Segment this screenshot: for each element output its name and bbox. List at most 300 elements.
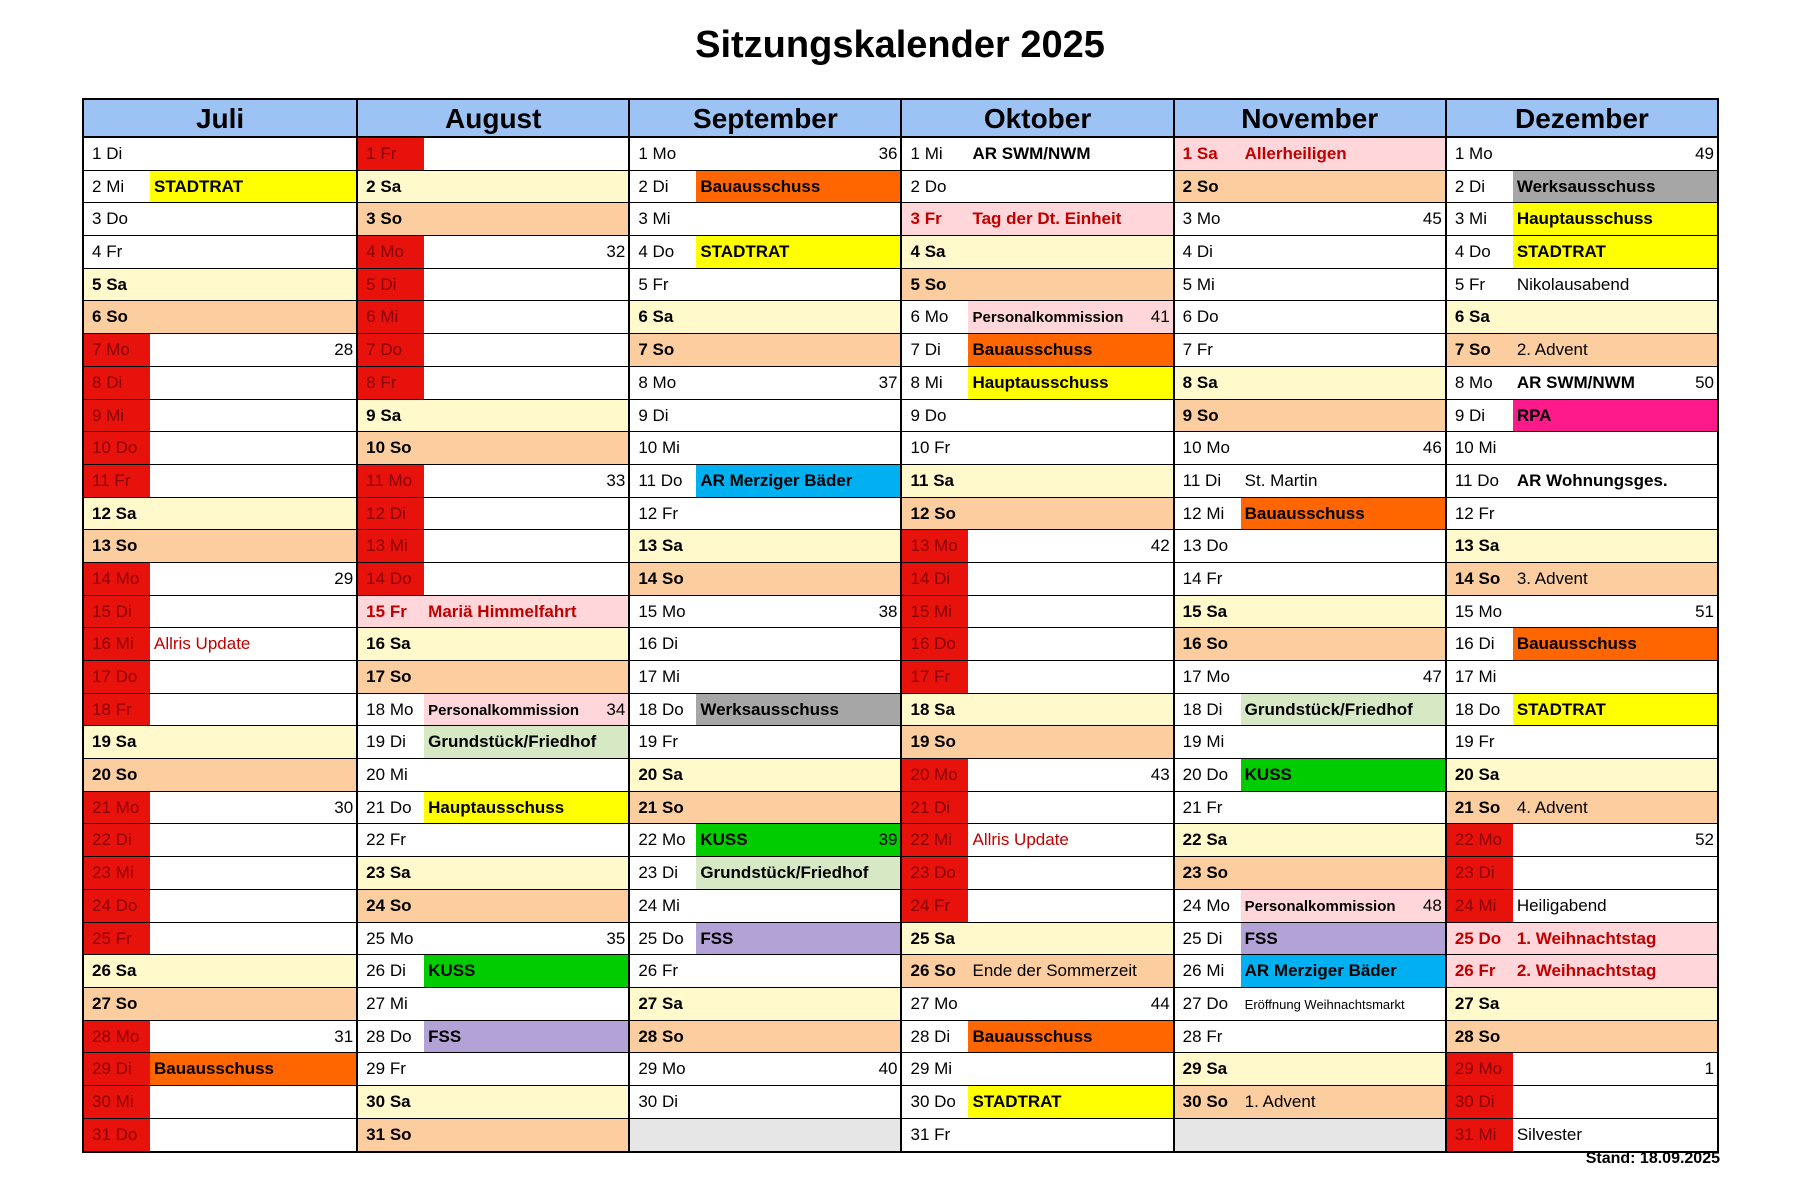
day-label: [84, 465, 150, 497]
weekday: Fr: [1206, 568, 1223, 588]
day-label: [358, 465, 424, 497]
day-row: [902, 792, 1172, 825]
day-number: 13: [1182, 536, 1202, 556]
day-number: 25: [1182, 928, 1202, 948]
event-cell: [696, 269, 900, 301]
day-number: 10: [92, 438, 111, 458]
day-label: [1175, 334, 1241, 366]
day-number: 18: [638, 699, 658, 719]
day-label: [902, 661, 968, 693]
day-label: [358, 694, 424, 726]
day-row: [630, 955, 900, 988]
weekday: Fr: [1196, 340, 1213, 360]
weekday: Di: [924, 340, 941, 360]
day-row: [358, 661, 628, 694]
day-label: [84, 498, 150, 530]
day-row: [630, 890, 900, 923]
event-cell: [968, 661, 1172, 693]
event-cell: [1241, 269, 1445, 301]
day-label: [1447, 432, 1513, 464]
event-cell: [424, 1086, 628, 1118]
event-label: Bauausschuss: [1244, 503, 1365, 523]
month-column: [628, 100, 900, 1151]
day-label: [630, 1053, 696, 1085]
event-cell: [150, 1086, 356, 1118]
day-label: [358, 400, 424, 432]
event-label: AR Wohnungsges.: [1516, 470, 1668, 490]
day-label: [630, 236, 696, 268]
day-row: [358, 301, 628, 334]
weekday: So: [652, 340, 675, 360]
event-cell: [1513, 1053, 1717, 1085]
day-label: [1447, 530, 1513, 562]
weekday: Di: [1478, 634, 1495, 654]
day-number: 13: [1454, 536, 1474, 556]
day-row: [1175, 203, 1445, 236]
weekday: Sa: [934, 699, 955, 719]
weekday: Do: [1206, 536, 1229, 556]
day-number: 14: [910, 568, 930, 588]
day-row: [1175, 563, 1445, 596]
day-number: 2: [910, 176, 920, 196]
event-cell: [696, 530, 900, 562]
day-label: [630, 171, 696, 203]
event-cell: [1241, 661, 1445, 693]
event-cell: [424, 759, 628, 791]
day-label: [358, 334, 424, 366]
day-number: 20: [366, 765, 386, 785]
event-cell: [968, 1021, 1172, 1053]
day-number: 28: [638, 1026, 658, 1046]
event-cell: [696, 694, 900, 726]
day-row: [630, 171, 900, 204]
day-number: 20: [638, 765, 658, 785]
event-cell: [1513, 432, 1717, 464]
weekday: Di: [934, 797, 951, 817]
weekday: Fr: [934, 1124, 951, 1144]
day-number: 19: [1454, 732, 1474, 752]
day-label: [84, 1053, 150, 1085]
day-row: [630, 857, 900, 890]
day-row: [1175, 334, 1445, 367]
day-row: [84, 498, 356, 531]
day-row: [1175, 890, 1445, 923]
day-label: [630, 694, 696, 726]
day-number: 29: [1182, 1059, 1202, 1079]
month-column: [84, 100, 356, 1151]
day-label: [1447, 1021, 1513, 1053]
event-cell: [150, 498, 356, 530]
day-number: 3: [910, 209, 920, 229]
event-label: KUSS: [700, 830, 748, 850]
day-number: 28: [910, 1026, 930, 1046]
day-label: [630, 726, 696, 758]
weekday: So: [924, 274, 947, 294]
day-number: 2: [92, 176, 102, 196]
event-cell: [968, 269, 1172, 301]
weekday: Mi: [389, 993, 408, 1013]
day-row: [84, 955, 356, 988]
event-cell: [1513, 923, 1717, 955]
day-row: [902, 432, 1172, 465]
day-label: [358, 857, 424, 889]
day-label: [1175, 301, 1241, 333]
week-number: 41: [1150, 307, 1170, 327]
weekday: Sa: [661, 993, 683, 1013]
event-cell: [1241, 759, 1445, 791]
day-number: 23: [910, 863, 930, 883]
weekday: Do: [380, 340, 403, 360]
day-row: [1447, 400, 1717, 433]
day-label: [358, 236, 424, 268]
week-number: 50: [1695, 372, 1714, 392]
day-row: [84, 1053, 356, 1086]
day-number: 23: [1454, 863, 1474, 883]
day-label: [1447, 628, 1513, 660]
event-cell: [1513, 1086, 1717, 1118]
weekday: Mo: [389, 699, 414, 719]
event-label: AR Merziger Bäder: [1244, 961, 1397, 981]
day-number: 22: [366, 830, 386, 850]
event-cell: [424, 367, 628, 399]
day-row: [358, 498, 628, 531]
day-number: 31: [92, 1124, 111, 1144]
day-label: [358, 596, 424, 628]
weekday: Mo: [924, 307, 949, 327]
event-cell: [696, 628, 900, 660]
day-label: [630, 530, 696, 562]
day-row: [1447, 1053, 1717, 1086]
event-label: Ende der Sommerzeit: [972, 961, 1137, 981]
day-row: [84, 628, 356, 661]
event-cell: [1241, 890, 1445, 922]
day-row: [630, 988, 900, 1021]
day-row: [1447, 563, 1717, 596]
event-cell: [1241, 988, 1445, 1020]
event-cell: [424, 824, 628, 856]
day-row: [902, 596, 1172, 629]
event-cell: [1241, 596, 1445, 628]
day-number: 15: [1454, 601, 1474, 621]
day-row: [84, 367, 356, 400]
event-cell: [424, 301, 628, 333]
event-cell: [424, 923, 628, 955]
day-label: [358, 367, 424, 399]
day-label: [630, 563, 696, 595]
day-number: 13: [910, 536, 930, 556]
week-number: 48: [1422, 895, 1442, 915]
week-number: 34: [606, 699, 626, 719]
event-cell: [150, 400, 356, 432]
day-number: 9: [1454, 405, 1465, 425]
event-cell: [968, 1053, 1172, 1085]
day-number: 18: [910, 699, 930, 719]
day-label: [1447, 955, 1513, 987]
day-label: [84, 236, 150, 268]
day-number: 15: [92, 601, 111, 621]
event-cell: [696, 824, 900, 856]
day-row: [358, 923, 628, 956]
event-cell: [696, 792, 900, 824]
day-row: [84, 203, 356, 236]
day-row: [630, 203, 900, 236]
weekday: Mo: [1206, 667, 1230, 686]
event-cell: [150, 301, 356, 333]
weekday: Fr: [1469, 274, 1486, 294]
day-label: [1175, 465, 1241, 497]
event-cell: [696, 857, 900, 889]
day-row: [902, 726, 1172, 759]
weekday: Sa: [1478, 993, 1500, 1013]
day-number: 15: [366, 601, 386, 621]
day-label: [630, 269, 696, 301]
day-label: [84, 301, 150, 333]
event-cell: [1513, 400, 1717, 432]
weekday: Mi: [1206, 961, 1225, 981]
day-number: 2: [638, 176, 648, 196]
event-cell: [696, 988, 900, 1020]
day-label: [902, 1053, 968, 1085]
day-label: [630, 890, 696, 922]
day-label: [1447, 498, 1513, 530]
event-cell: [1513, 1119, 1717, 1152]
event-cell: [1513, 759, 1717, 791]
event-cell: [1513, 726, 1717, 758]
weekday: Do: [106, 209, 128, 229]
day-row: [358, 1086, 628, 1119]
event-cell: [424, 596, 628, 628]
event-label: RPA: [1516, 405, 1552, 425]
day-label: [1175, 203, 1241, 235]
event-cell: [696, 890, 900, 922]
weekday: Di: [389, 732, 406, 752]
event-label: 2. Weihnachtstag: [1516, 961, 1657, 981]
weekday: Mi: [1206, 732, 1225, 752]
day-number: 11: [92, 470, 110, 490]
day-label: [630, 334, 696, 366]
day-row: [1175, 269, 1445, 302]
day-number: 6: [638, 307, 648, 327]
day-row: [84, 465, 356, 498]
weekday: Do: [389, 797, 412, 817]
day-row: [902, 367, 1172, 400]
event-cell: [1241, 1053, 1445, 1085]
day-label: [902, 824, 968, 856]
day-row: [902, 628, 1172, 661]
day-label: [1447, 759, 1513, 791]
day-number: 30: [92, 1091, 111, 1111]
day-number: 24: [910, 895, 930, 915]
day-row: [1447, 923, 1717, 956]
event-label: Allris Update: [154, 634, 251, 654]
event-cell: [1241, 400, 1445, 432]
day-number: 17: [638, 667, 658, 686]
event-cell: [150, 857, 356, 889]
day-label: [1447, 726, 1513, 758]
weekday: Mo: [1469, 372, 1493, 392]
day-label: [1447, 596, 1513, 628]
event-cell: [1513, 694, 1717, 726]
event-cell: [424, 857, 628, 889]
day-number: 1: [1454, 144, 1465, 163]
day-label: [1447, 138, 1513, 170]
day-label: [1175, 857, 1241, 889]
day-row: [1175, 498, 1445, 531]
weekday: Mo: [1478, 1059, 1503, 1079]
week-number: 28: [334, 340, 354, 360]
weekday: Di: [661, 863, 679, 883]
event-cell: [968, 694, 1172, 726]
day-row: [84, 236, 356, 269]
day-number: 3: [1182, 209, 1193, 229]
weekday: Sa: [1206, 601, 1228, 621]
weekday: Fr: [106, 242, 123, 262]
day-number: 4: [366, 242, 376, 262]
day-number: 12: [366, 503, 386, 523]
week-number: 44: [1150, 993, 1170, 1013]
event-label: 1. Weihnachtstag: [1516, 928, 1657, 948]
event-cell: [1241, 857, 1445, 889]
event-cell: [1513, 890, 1717, 922]
weekday: So: [389, 895, 412, 915]
day-number: 17: [910, 667, 930, 686]
day-number: 14: [92, 568, 111, 588]
event-cell: [696, 498, 900, 530]
day-label: [84, 334, 150, 366]
day-row: [630, 1021, 900, 1054]
month-header: Dezember: [1447, 100, 1717, 138]
event-cell: [968, 923, 1172, 955]
event-cell: [968, 628, 1172, 660]
day-label: [358, 759, 424, 791]
weekday: Di: [661, 634, 679, 654]
weekday: Fr: [389, 1059, 406, 1079]
day-number: 9: [92, 405, 102, 425]
day-row: [358, 988, 628, 1021]
event-label: FSS: [1244, 928, 1278, 948]
weekday: Di: [1206, 928, 1223, 948]
event-cell: [424, 530, 628, 562]
day-number: 17: [92, 667, 111, 686]
event-cell: [968, 203, 1172, 235]
day-row: [1175, 955, 1445, 988]
event-cell: [696, 171, 900, 203]
event-cell: [150, 596, 356, 628]
day-number: 8: [1182, 372, 1193, 392]
day-row: [1447, 726, 1717, 759]
event-cell: [150, 694, 356, 726]
event-cell: [424, 1021, 628, 1053]
day-number: 2: [1454, 176, 1465, 196]
event-cell: [968, 465, 1172, 497]
weekday: Fr: [389, 601, 407, 621]
day-row: [358, 857, 628, 890]
event-label: Bauausschuss: [972, 1026, 1093, 1046]
event-cell: [968, 955, 1172, 987]
day-number: 1: [1182, 144, 1193, 163]
day-label: [902, 694, 968, 726]
weekday: Mi: [652, 209, 671, 229]
event-cell: [150, 432, 356, 464]
weekday: Fr: [661, 732, 679, 752]
day-row: [902, 1021, 1172, 1054]
day-row: [1175, 367, 1445, 400]
day-row: [630, 1119, 900, 1152]
day-row: [1175, 824, 1445, 857]
day-number: 4: [1454, 242, 1465, 262]
day-label: [1447, 1086, 1513, 1118]
event-cell: [424, 694, 628, 726]
day-row: [1175, 432, 1445, 465]
day-row: [1447, 203, 1717, 236]
day-number: 10: [1454, 438, 1474, 458]
weekday: Mi: [115, 1091, 134, 1111]
day-label: [630, 1119, 696, 1152]
event-cell: [968, 792, 1172, 824]
day-row: [630, 367, 900, 400]
day-number: 25: [366, 928, 386, 948]
event-label: Hauptausschuss: [1516, 209, 1653, 229]
weekday: Mo: [1478, 601, 1503, 621]
day-number: 8: [1454, 372, 1465, 392]
event-label: Hauptausschuss: [428, 797, 565, 817]
weekday: Fr: [934, 667, 951, 686]
day-number: 8: [366, 372, 376, 392]
day-label: [630, 955, 696, 987]
day-number: 24: [92, 895, 111, 915]
weekday: Do: [389, 1026, 412, 1046]
day-label: [1447, 269, 1513, 301]
weekday: Mo: [1469, 144, 1493, 163]
day-row: [630, 824, 900, 857]
day-number: 20: [910, 765, 930, 785]
event-cell: [150, 563, 356, 595]
event-cell: [968, 367, 1172, 399]
day-label: [902, 498, 968, 530]
weekday: Mi: [934, 1059, 953, 1079]
event-cell: [968, 236, 1172, 268]
weekday: Sa: [1206, 1059, 1228, 1079]
day-row: [902, 498, 1172, 531]
day-label: [1447, 334, 1513, 366]
event-cell: [150, 367, 356, 399]
weekday: Do: [389, 568, 412, 588]
day-number: 15: [1182, 601, 1202, 621]
day-label: [630, 857, 696, 889]
event-cell: [968, 563, 1172, 595]
weekday: Di: [115, 1059, 132, 1079]
day-label: [358, 890, 424, 922]
day-label: [630, 1021, 696, 1053]
event-cell: [1513, 661, 1717, 693]
day-number: 17: [1182, 667, 1202, 686]
day-number: 30: [366, 1091, 386, 1111]
event-cell: [968, 138, 1172, 170]
event-cell: [1241, 955, 1445, 987]
day-number: 13: [92, 536, 111, 556]
weekday: So: [934, 503, 956, 523]
day-number: 27: [638, 993, 658, 1013]
event-cell: [150, 171, 356, 203]
day-number: 10: [1182, 438, 1202, 458]
day-label: [902, 530, 968, 562]
day-number: 8: [638, 372, 648, 392]
day-row: [358, 236, 628, 269]
event-label: 3. Advent: [1516, 568, 1588, 588]
day-row: [1175, 628, 1445, 661]
weekday: Fr: [115, 928, 132, 948]
day-label: [902, 203, 968, 235]
